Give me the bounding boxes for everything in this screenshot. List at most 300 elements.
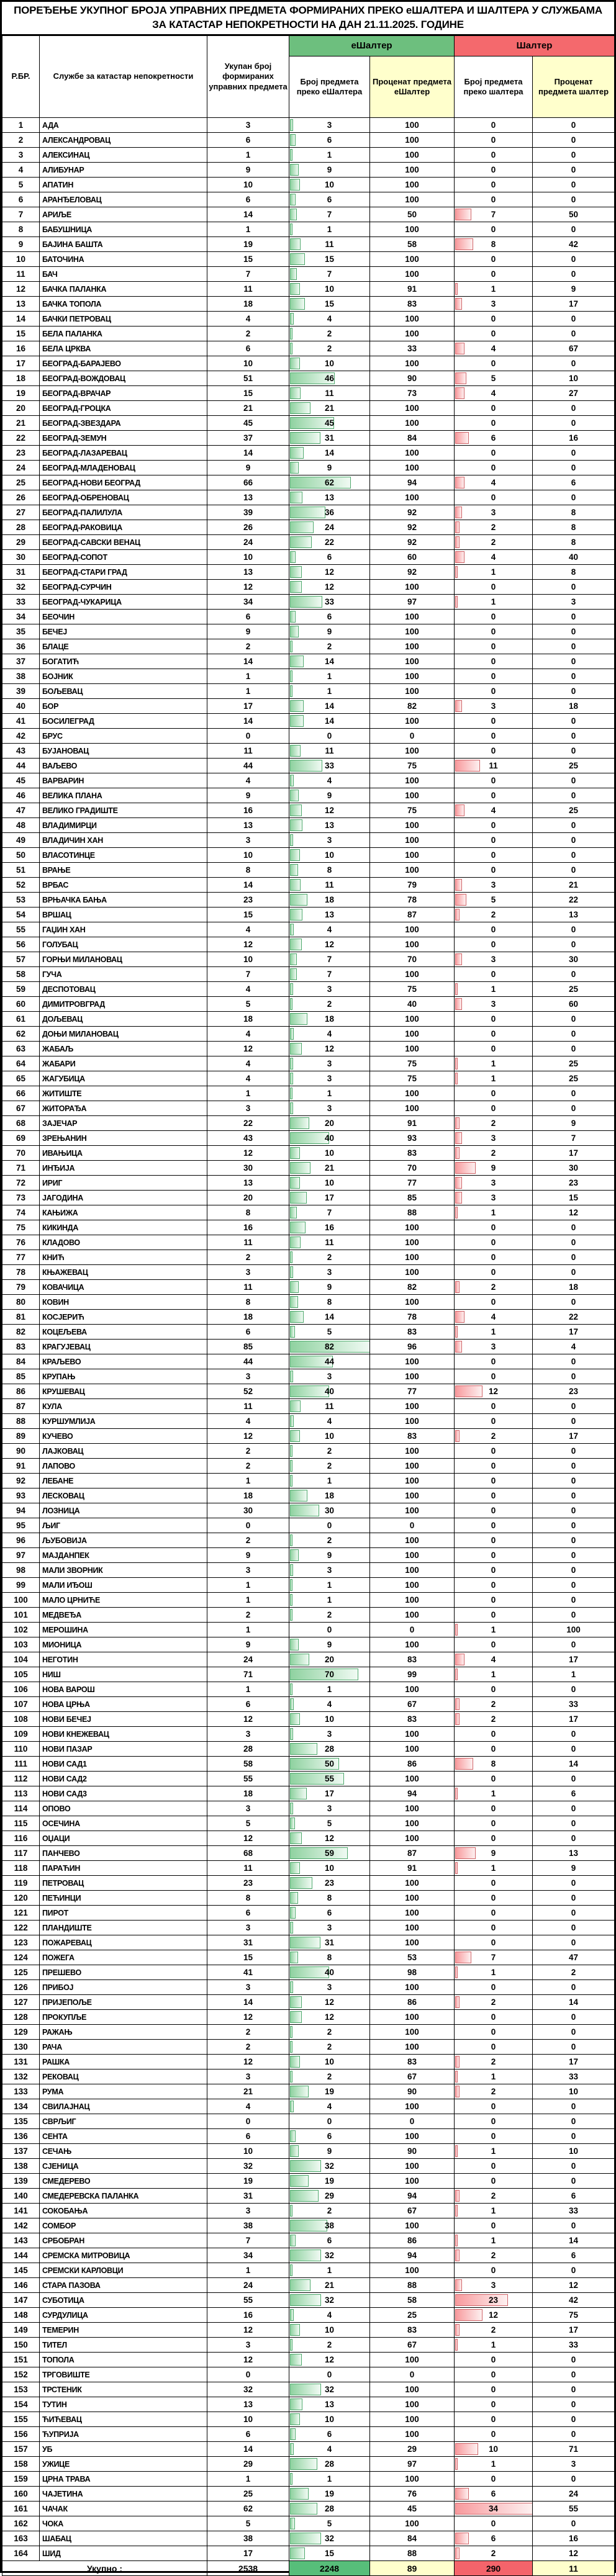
salter-data-bar xyxy=(455,2071,458,2083)
formed-total-cell: 8 xyxy=(207,1295,289,1310)
table-row xyxy=(2,773,615,788)
salter-count-value: 3 xyxy=(491,880,496,889)
municipality-cell: ЗАЈЕЧАР xyxy=(40,1116,207,1131)
esalter-data-bar xyxy=(290,1549,299,1561)
salter-count-cell xyxy=(455,1042,533,1056)
formed-total-cell: 37 xyxy=(207,431,289,446)
municipality-cell: БЕОГРАД-СУРЧИН xyxy=(40,580,207,595)
esalter-count-value: 14 xyxy=(324,448,335,457)
esalter-count-value: 12 xyxy=(324,1044,335,1053)
esalter-data-bar xyxy=(290,1490,307,1502)
esalter-data-bar xyxy=(290,2488,309,2500)
esalter-data-bar xyxy=(290,253,305,265)
salter-data-bar xyxy=(455,1385,482,1397)
table-row xyxy=(2,1340,615,1354)
municipality-cell: БЕОЧИН xyxy=(40,610,207,624)
esalter-count-value: 22 xyxy=(324,538,335,547)
table-row xyxy=(2,1444,615,1459)
table-row xyxy=(2,610,615,624)
esalter-count-cell xyxy=(289,1652,370,1667)
esalter-count-value: 1 xyxy=(327,1580,332,1590)
esalter-count-value: 18 xyxy=(324,1491,335,1500)
esalter-count-value: 40 xyxy=(324,1133,335,1143)
salter-data-bar xyxy=(455,1713,460,1725)
salter-count-cell xyxy=(455,818,533,833)
esalter-count-value: 6 xyxy=(327,552,332,562)
esalter-data-bar xyxy=(290,1564,293,1576)
salter-data-bar xyxy=(455,2205,458,2217)
formed-total-cell: 10 xyxy=(207,550,289,565)
table-row xyxy=(2,1772,615,1786)
salter-pct-cell: 0 xyxy=(533,1742,615,1757)
table-row xyxy=(2,1861,615,1876)
municipality-cell: БРУС xyxy=(40,729,207,744)
table-row xyxy=(2,684,615,699)
row-number-cell: 106 xyxy=(2,1682,40,1697)
esalter-count-value: 6 xyxy=(327,1908,332,1917)
row-number-cell: 18 xyxy=(2,371,40,386)
municipality-cell: ГАЏИН ХАН xyxy=(40,922,207,937)
row-number-cell: 1 xyxy=(2,118,40,133)
municipality-cell: ДЕСПОТОВАЦ xyxy=(40,982,207,997)
table-row xyxy=(2,1906,615,1921)
esalter-data-bar xyxy=(290,1058,293,1070)
esalter-data-bar xyxy=(290,953,297,965)
salter-data-bar xyxy=(455,1177,462,1189)
formed-total-cell: 13 xyxy=(207,1176,289,1191)
esalter-data-bar xyxy=(290,864,298,876)
salter-pct-cell: 0 xyxy=(533,2040,615,2055)
esalter-pct-cell: 100 xyxy=(370,252,455,267)
esalter-count-cell xyxy=(289,624,370,639)
salter-data-bar xyxy=(455,372,466,384)
esalter-data-bar xyxy=(290,149,292,161)
esalter-pct-cell: 100 xyxy=(370,178,455,192)
formed-total-cell: 3 xyxy=(207,2204,289,2218)
esalter-data-bar xyxy=(290,1460,292,1472)
esalter-count-cell xyxy=(289,1295,370,1310)
esalter-count-cell xyxy=(289,1027,370,1042)
salter-count-value: 0 xyxy=(491,1223,496,1232)
esalter-count-cell xyxy=(289,1131,370,1146)
formed-total-cell: 14 xyxy=(207,714,289,729)
salter-count-cell xyxy=(455,1786,533,1801)
formed-total-cell: 13 xyxy=(207,565,289,580)
esalter-count-value: 2 xyxy=(327,1461,332,1470)
esalter-pct-cell: 100 xyxy=(370,133,455,148)
table-row xyxy=(2,1533,615,1548)
salter-pct-cell: 0 xyxy=(533,1086,615,1101)
salter-count-cell xyxy=(455,1250,533,1265)
municipality-cell: КОСЈЕРИЋ xyxy=(40,1310,207,1325)
table-row xyxy=(2,1965,615,1980)
municipality-cell: БЕОГРАД-ВОЖДОВАЦ xyxy=(40,371,207,386)
table-row xyxy=(2,2516,615,2531)
salter-count-cell xyxy=(455,1220,533,1235)
salter-count-cell xyxy=(455,2412,533,2427)
municipality-cell: НОВИ САД2 xyxy=(40,1772,207,1786)
municipality-cell: БЕОГРАД-СТАРИ ГРАД xyxy=(40,565,207,580)
row-number-cell: 125 xyxy=(2,1965,40,1980)
esalter-count-value: 31 xyxy=(324,1938,335,1947)
esalter-data-bar xyxy=(290,611,296,623)
table-row xyxy=(2,1325,615,1340)
esalter-count-cell xyxy=(289,729,370,744)
esalter-count-cell xyxy=(289,2412,370,2427)
municipality-cell: БАЧКА ПАЛАНКА xyxy=(40,282,207,297)
salter-count-value: 0 xyxy=(491,1491,496,1500)
group-header-row xyxy=(2,36,615,56)
formed-total-cell: 12 xyxy=(207,1712,289,1727)
formed-total-cell: 31 xyxy=(207,1935,289,1950)
salter-pct-cell: 0 xyxy=(533,1921,615,1935)
municipality-cell: СОМБОР xyxy=(40,2218,207,2233)
formed-total-cell: 66 xyxy=(207,475,289,490)
esalter-pct-cell: 100 xyxy=(370,773,455,788)
row-number-cell: 53 xyxy=(2,893,40,907)
salter-pct-cell: 0 xyxy=(533,1027,615,1042)
salter-count-value: 2 xyxy=(491,2325,496,2335)
salter-data-bar xyxy=(455,700,462,712)
salter-pct-cell: 33 xyxy=(533,2069,615,2084)
esalter-pct-cell: 100 xyxy=(370,684,455,699)
formed-total-cell: 1 xyxy=(207,684,289,699)
row-number-cell: 71 xyxy=(2,1161,40,1176)
table-row xyxy=(2,833,615,848)
salter-count-value: 0 xyxy=(491,150,496,160)
esalter-data-bar xyxy=(290,983,293,995)
row-number-cell: 10 xyxy=(2,252,40,267)
row-number-cell: 148 xyxy=(2,2308,40,2323)
esalter-count-value: 13 xyxy=(324,910,335,919)
municipality-cell: ЋУПРИЈА xyxy=(40,2427,207,2442)
table-row xyxy=(2,1801,615,1816)
table-row xyxy=(2,2531,615,2546)
esalter-data-bar xyxy=(290,2339,292,2351)
salter-count-cell xyxy=(455,803,533,818)
table-row xyxy=(2,997,615,1012)
row-number-cell: 74 xyxy=(2,1205,40,1220)
salter-count-cell xyxy=(455,2233,533,2248)
table-row xyxy=(2,356,615,371)
salter-count-cell xyxy=(455,997,533,1012)
esalter-count-cell xyxy=(289,1474,370,1488)
esalter-pct-cell: 91 xyxy=(370,282,455,297)
esalter-pct-cell: 58 xyxy=(370,237,455,252)
salter-pct-cell: 33 xyxy=(533,2204,615,2218)
esalter-data-bar xyxy=(290,1132,329,1144)
esalter-count-cell xyxy=(289,907,370,922)
esalter-data-bar xyxy=(290,1207,297,1218)
table-row xyxy=(2,654,615,669)
salter-count-value: 0 xyxy=(491,716,496,726)
esalter-count-value: 12 xyxy=(324,567,335,577)
salter-count-cell xyxy=(455,2040,533,2055)
salter-count-cell xyxy=(455,2382,533,2397)
municipality-cell: РАЧА xyxy=(40,2040,207,2055)
salter-count-value: 0 xyxy=(491,1938,496,1947)
esalter-pct-cell: 100 xyxy=(370,1503,455,1518)
esalter-count-value: 7 xyxy=(327,970,332,979)
salter-count-value: 1 xyxy=(491,2459,496,2469)
table-row xyxy=(2,178,615,192)
salter-pct-cell: 25 xyxy=(533,1056,615,1071)
table-row xyxy=(2,669,615,684)
esalter-data-bar xyxy=(290,1385,329,1397)
salter-count-cell xyxy=(455,1488,533,1503)
table-row xyxy=(2,1548,615,1563)
esalter-count-cell xyxy=(289,2382,370,2397)
esalter-data-bar xyxy=(290,641,292,652)
esalter-count-value: 10 xyxy=(324,1714,335,1724)
salter-data-bar xyxy=(455,2458,458,2470)
row-number-cell: 65 xyxy=(2,1071,40,1086)
salter-count-value: 0 xyxy=(491,254,496,264)
esalter-count-value: 15 xyxy=(324,254,335,264)
esalter-pct-cell: 100 xyxy=(370,1563,455,1578)
salter-pct-cell: 0 xyxy=(533,1831,615,1846)
esalter-pct-cell: 83 xyxy=(370,1325,455,1340)
row-number-cell: 156 xyxy=(2,2427,40,2442)
table-row xyxy=(2,1578,615,1593)
formed-total-cell: 3 xyxy=(207,2338,289,2353)
esalter-count-value: 70 xyxy=(324,1670,335,1679)
esalter-count-cell xyxy=(289,1712,370,1727)
salter-count-cell xyxy=(455,312,533,327)
municipality-cell: СВРЉИГ xyxy=(40,2114,207,2129)
esalter-pct-cell: 100 xyxy=(370,2218,455,2233)
table-row xyxy=(2,1518,615,1533)
salter-pct-cell: 25 xyxy=(533,982,615,997)
salter-count-value: 0 xyxy=(491,1476,496,1485)
esalter-data-bar xyxy=(290,1430,300,1442)
salter-count-value: 1 xyxy=(491,2340,496,2349)
esalter-count-cell xyxy=(289,1518,370,1533)
esalter-count-value: 0 xyxy=(327,731,332,741)
row-number-cell: 35 xyxy=(2,624,40,639)
salter-count-value: 0 xyxy=(491,2161,496,2171)
row-number-cell: 34 xyxy=(2,610,40,624)
salter-count-value: 2 xyxy=(491,1714,496,1724)
salter-count-cell xyxy=(455,192,533,207)
esalter-count-cell xyxy=(289,2338,370,2353)
salter-count-value: 0 xyxy=(491,180,496,189)
esalter-data-bar xyxy=(290,2384,321,2395)
formed-total-cell: 52 xyxy=(207,1384,289,1399)
esalter-count-value: 7 xyxy=(327,269,332,279)
municipality-cell: БУЈАНОВАЦ xyxy=(40,744,207,759)
esalter-count-cell xyxy=(289,1921,370,1935)
formed-total-cell: 6 xyxy=(207,2129,289,2144)
salter-pct-cell: 0 xyxy=(533,178,615,192)
salter-pct-cell: 0 xyxy=(533,2427,615,2442)
salter-pct-cell: 30 xyxy=(533,952,615,967)
row-number-cell: 115 xyxy=(2,1816,40,1831)
esalter-data-bar xyxy=(290,2175,309,2187)
formed-total-cell: 15 xyxy=(207,907,289,922)
esalter-count-cell xyxy=(289,2129,370,2144)
salter-data-bar xyxy=(455,1788,458,1799)
table-row xyxy=(2,341,615,356)
esalter-pct-cell: 0 xyxy=(370,2367,455,2382)
formed-total-cell: 3 xyxy=(207,833,289,848)
salter-pct-cell: 0 xyxy=(533,356,615,371)
esalter-count-value: 2 xyxy=(327,2072,332,2081)
formed-total-cell: 3 xyxy=(207,118,289,133)
row-number-cell: 27 xyxy=(2,505,40,520)
esalter-data-bar xyxy=(290,313,294,325)
row-number-cell: 139 xyxy=(2,2174,40,2189)
row-number-cell: 36 xyxy=(2,639,40,654)
salter-count-value: 12 xyxy=(489,1387,499,1396)
esalter-pct-cell: 100 xyxy=(370,1027,455,1042)
salter-count-cell xyxy=(455,1280,533,1295)
esalter-count-value: 32 xyxy=(324,2251,335,2260)
row-number-cell: 98 xyxy=(2,1563,40,1578)
row-number-cell: 126 xyxy=(2,1980,40,1995)
salter-count-cell xyxy=(455,1667,533,1682)
esalter-count-value: 1 xyxy=(327,1685,332,1694)
salter-pct-cell: 40 xyxy=(533,550,615,565)
table-row xyxy=(2,267,615,282)
formed-total-cell: 10 xyxy=(207,178,289,192)
esalter-count-cell xyxy=(289,833,370,848)
salter-count-cell xyxy=(455,1757,533,1772)
formed-total-cell: 12 xyxy=(207,1146,289,1161)
esalter-count-value: 8 xyxy=(327,1297,332,1307)
formed-total-cell: 16 xyxy=(207,1220,289,1235)
esalter-pct-cell: 40 xyxy=(370,997,455,1012)
esalter-data-bar xyxy=(290,432,320,444)
salter-data-bar xyxy=(455,1192,462,1204)
salter-count-cell xyxy=(455,1846,533,1861)
table-row xyxy=(2,2382,615,2397)
esalter-data-bar xyxy=(290,1832,302,1844)
salter-pct-cell: 0 xyxy=(533,163,615,178)
table-row xyxy=(2,2174,615,2189)
esalter-pct-cell: 94 xyxy=(370,1786,455,1801)
municipality-cell: ПОЖЕГА xyxy=(40,1950,207,1965)
formed-total-cell: 7 xyxy=(207,967,289,982)
row-number-cell: 5 xyxy=(2,178,40,192)
table-row xyxy=(2,118,615,133)
esalter-pct-cell: 75 xyxy=(370,1056,455,1071)
esalter-count-value: 12 xyxy=(324,1834,335,1843)
salter-count-value: 2 xyxy=(491,2057,496,2066)
salter-count-value: 0 xyxy=(491,120,496,130)
salter-count-cell xyxy=(455,863,533,878)
esalter-data-bar xyxy=(290,760,322,772)
esalter-count-value: 15 xyxy=(324,2549,335,2558)
salter-count-cell xyxy=(455,505,533,520)
table-row xyxy=(2,207,615,222)
salter-data-bar xyxy=(455,1966,458,1978)
esalter-count-value: 5 xyxy=(327,2519,332,2528)
table-row xyxy=(2,431,615,446)
salter-count-cell xyxy=(455,952,533,967)
esalter-count-cell xyxy=(289,1697,370,1712)
table-row xyxy=(2,1384,615,1399)
salter-data-bar xyxy=(455,596,458,608)
esalter-data-bar xyxy=(290,1177,300,1189)
esalter-count-value: 10 xyxy=(324,2325,335,2335)
salter-count-cell xyxy=(455,1176,533,1191)
salter-count-value: 1 xyxy=(491,567,496,577)
esalter-pct-cell: 92 xyxy=(370,535,455,550)
esalter-count-cell xyxy=(289,371,370,386)
esalter-count-cell xyxy=(289,386,370,401)
salter-count-cell xyxy=(455,699,533,714)
esalter-count-value: 1 xyxy=(327,1089,332,1098)
esalter-data-bar xyxy=(290,1981,293,1993)
table-row xyxy=(2,565,615,580)
table-row xyxy=(2,1012,615,1027)
esalter-pct-cell: 58 xyxy=(370,2293,455,2308)
esalter-data-bar xyxy=(290,402,310,414)
table-row xyxy=(2,1265,615,1280)
municipality-cell: ШАБАЦ xyxy=(40,2531,207,2546)
row-number-cell: 70 xyxy=(2,1146,40,1161)
esalter-pct-cell: 83 xyxy=(370,1146,455,1161)
esalter-count-value: 30 xyxy=(324,1506,335,1515)
formed-total-cell: 5 xyxy=(207,997,289,1012)
esalter-data-bar xyxy=(290,1996,302,2008)
municipality-cell: СМЕДЕРЕВО xyxy=(40,2174,207,2189)
row-number-cell: 56 xyxy=(2,937,40,952)
salter-count-cell xyxy=(455,1772,533,1786)
table-row xyxy=(2,1503,615,1518)
table-row xyxy=(2,1235,615,1250)
esalter-data-bar xyxy=(290,894,307,906)
salter-count-value: 1 xyxy=(491,1968,496,1977)
esalter-pct-cell: 67 xyxy=(370,1697,455,1712)
esalter-count-cell xyxy=(289,505,370,520)
formed-total-cell: 11 xyxy=(207,1399,289,1414)
formed-total-cell: 7 xyxy=(207,267,289,282)
esalter-pct-cell: 100 xyxy=(370,490,455,505)
salter-pct-cell: 0 xyxy=(533,654,615,669)
formed-total-cell: 1 xyxy=(207,1682,289,1697)
esalter-count-value: 21 xyxy=(324,1163,335,1173)
salter-count-value: 0 xyxy=(491,1506,496,1515)
table-row xyxy=(2,1056,615,1071)
esalter-count-value: 23 xyxy=(324,1878,335,1888)
esalter-count-cell xyxy=(289,982,370,997)
esalter-data-bar xyxy=(290,1877,312,1889)
salter-count-cell xyxy=(455,684,533,699)
row-number-cell: 96 xyxy=(2,1533,40,1548)
table-row xyxy=(2,1786,615,1801)
esalter-data-bar xyxy=(290,283,300,295)
formed-total-cell: 18 xyxy=(207,1012,289,1027)
salter-count-value: 11 xyxy=(489,761,498,770)
esalter-pct-cell: 100 xyxy=(370,1921,455,1935)
table-row xyxy=(2,192,615,207)
row-number-cell: 60 xyxy=(2,997,40,1012)
row-number-cell: 93 xyxy=(2,1488,40,1503)
salter-pct-cell: 17 xyxy=(533,2055,615,2069)
esalter-count-cell xyxy=(289,2457,370,2472)
salter-count-cell xyxy=(455,967,533,982)
esalter-count-cell xyxy=(289,1086,370,1101)
salter-count-cell xyxy=(455,1354,533,1369)
salter-pct-cell: 0 xyxy=(533,416,615,431)
municipality-cell: СРЕМСКИ КАРЛОВЦИ xyxy=(40,2263,207,2278)
salter-data-bar xyxy=(455,387,464,399)
row-number-cell: 79 xyxy=(2,1280,40,1295)
row-number-cell: 154 xyxy=(2,2397,40,2412)
esalter-count-cell xyxy=(289,327,370,341)
